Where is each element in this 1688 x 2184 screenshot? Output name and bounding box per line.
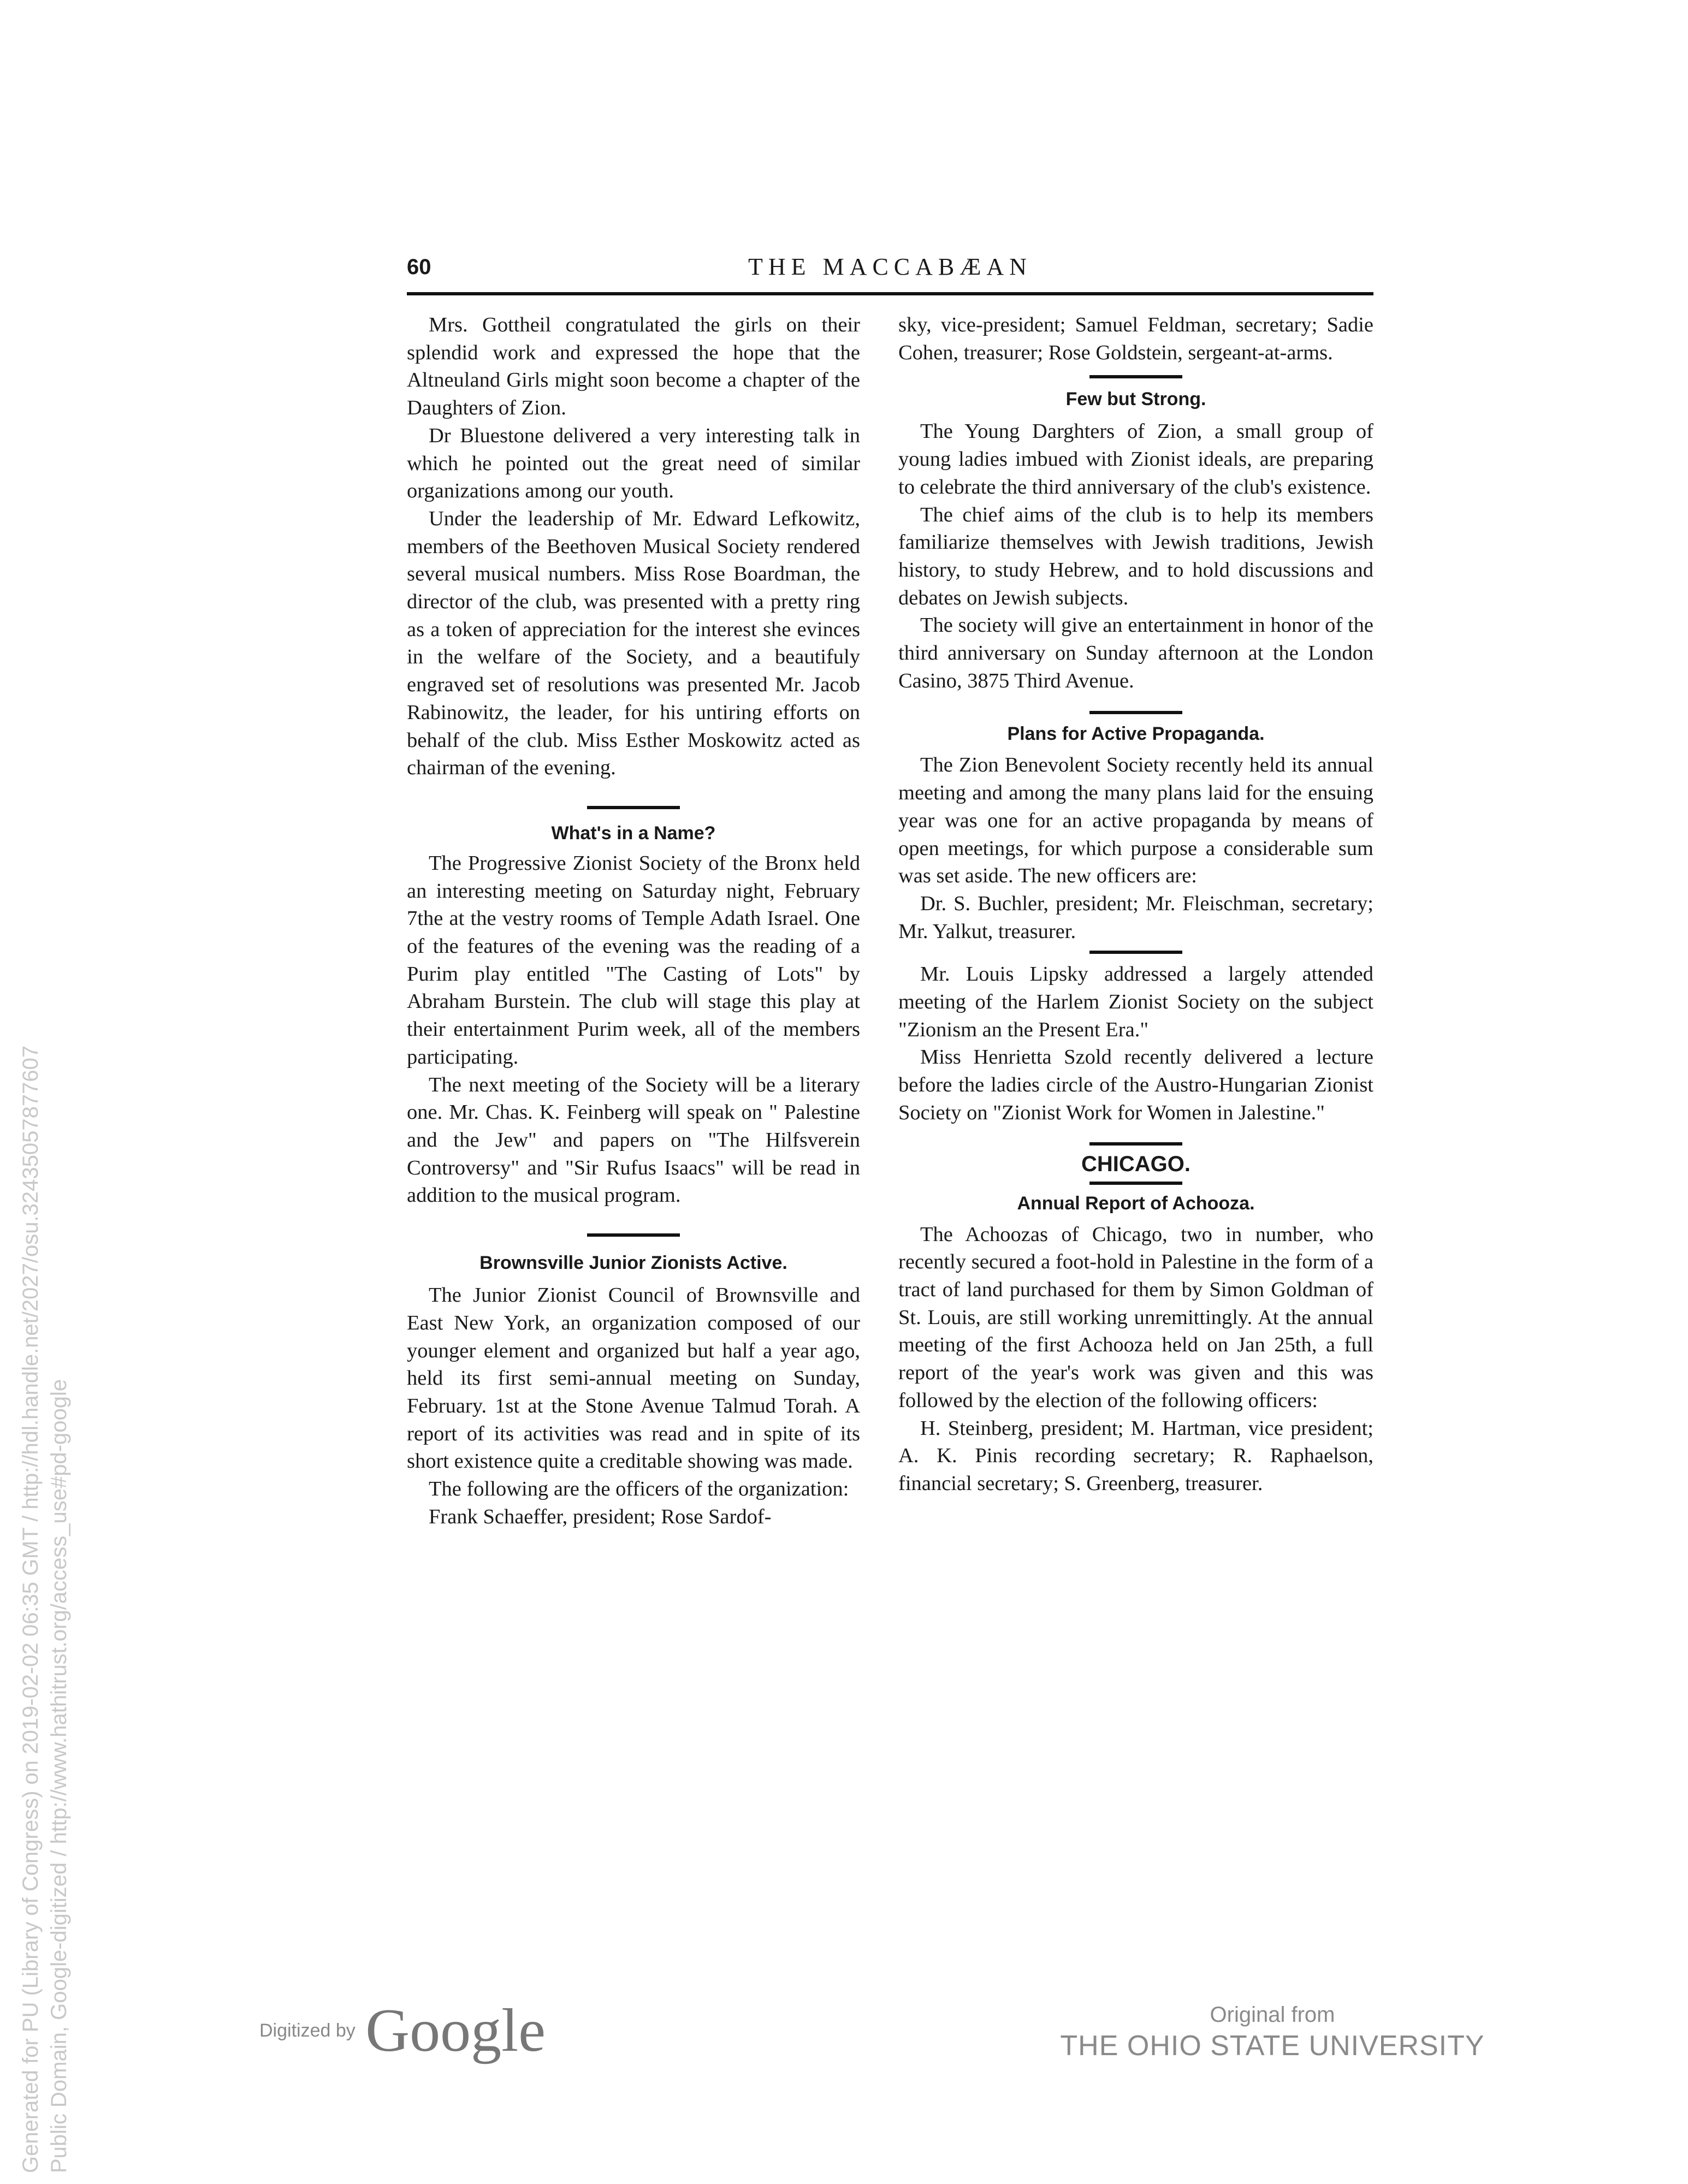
section-divider	[1089, 375, 1182, 378]
watermark-line-1: Generated for PU (Library of Congress) on 2019-02-02 06:35 GMT / http://hdl.handle.net/2027/osu.32435057877607	[19, 1045, 43, 2173]
original-from-label: Original from	[1210, 2003, 1335, 2027]
section-divider	[1089, 711, 1182, 714]
paragraph: The Young Darghters of Zion, a small group of young ladies imbued with Zionist ideals, are preparing to celebrate the third anniversary of the club's existence.	[898, 420, 1373, 498]
section-divider	[587, 1233, 680, 1237]
section-heading: Brownsville Junior Zionists Active.	[479, 1253, 787, 1274]
paragraph: The Achoozas of Chicago, two in number, who recently secured a foot-hold in Palestine in the form of a tract of land purchased for them by Simon Goldman of St. Louis, are still working unremittingly. At the annual meeting of the first Achooza held on Jan 25th, a full report of the year's work was given and this was followed by the election of the following officers:	[898, 1222, 1373, 1412]
paragraph: Miss Henrietta Szold recently delivered a lecture before the ladies circle of the Austro-Hungarian Zionist Society on "Zionist Work for Women in Jalestine."	[898, 1046, 1373, 1124]
page-header	[407, 243, 1373, 295]
right-column	[898, 311, 1373, 1498]
original-source-mark	[1027, 2001, 1518, 2063]
digitized-by-label: Digitized by	[259, 2020, 356, 2041]
paragraph: Mr. Louis Lipsky addressed a largely attended meeting of the Harlem Zionist Society on the subject "Zionism an the Present Era."	[898, 963, 1373, 1041]
paragraph: Under the leadership of Mr. Edward Lefkowitz, members of the Beethoven Musical Society rendered several musical numbers. Miss Rose Boardman, the director of the club, was presented with a pretty ring as a token of appreciation for the interest she evinces in the welfare of the Society, and a beautifuly engraved set of resolutions was presented Mr. Jacob Rabinowitz, the leader, for his untiring efforts on behalf of the club. Miss Esther Moskowitz acted as chairman of the evening.	[407, 507, 860, 780]
journal-page	[407, 243, 1373, 1963]
section-heading: Annual Report of Achooza.	[1017, 1192, 1255, 1214]
section-divider	[1089, 951, 1182, 954]
section-divider	[587, 806, 680, 809]
section-divider	[1089, 1142, 1182, 1146]
paragraph: The next meeting of the Society will be a literary one. Mr. Chas. K. Feinberg will speak on " Palestine and the Jew" and papers on "The Hilfsverein Controversy" and "Sir Rufus Isaacs" will be read in addition to the musical program.	[407, 1073, 860, 1207]
paragraph: The Junior Zionist Council of Brownsville and East New York, an organization composed of our younger element and organized but half a year ago, held its first semi-annual meeting on Sunday, February. 1st at the Stone Avenue Talmud Torah. A report of its activities was read and in spite of its short existence quite a creditable showing was made.	[407, 1284, 860, 1473]
paragraph: sky, vice-president; Samuel Feldman, secretary; Sadie Cohen, treasurer; Rose Goldstein, sergeant-at-arms.	[898, 313, 1373, 364]
paragraph: The chief aims of the club is to help its members familiarize themselves with Jewish traditions, Jewish history, to study Hebrew, and to hold discussions and debates on Jewish subjects.	[898, 503, 1373, 609]
university-name: THE OHIO STATE UNIVERSITY	[1060, 2030, 1485, 2062]
paragraph: H. Steinberg, president; M. Hartman, vice president; A. K. Pinis recording secretary; R. Raphaelson, financial secretary; S. Greenberg, treasurer.	[898, 1416, 1373, 1495]
watermark-line-2: Public Domain, Google-digitized / http://www.hathitrust.org/access_use#pd-google	[47, 1379, 71, 2173]
paragraph: The Zion Benevolent Society recently held its annual meeting and among the many plans laid for the ensuing year was one for an active propaganda by means of open meetings, for which purpose a considerable sum was set aside. The new officers are:	[898, 753, 1373, 888]
journal-title: THE MACCABÆAN	[748, 253, 1032, 280]
section-heading: Plans for Active Propaganda.	[1007, 723, 1265, 745]
google-logo: Google	[365, 1997, 546, 2064]
paragraph: Mrs. Gottheil congratulated the girls on their splendid work and expressed the hope that the Altneuland Girls might soon become a chapter of the Daughters of Zion.	[407, 313, 860, 420]
paragraph: Dr. S. Buchler, president; Mr. Fleischman, secretary; Mr. Yalkut, treasurer.	[898, 892, 1373, 943]
paragraph: Frank Schaeffer, president; Rose Sardof-	[429, 1505, 772, 1528]
paragraph: The Progressive Zionist Society of the Bronx held an interesting meeting on Saturday night, February 7the at the vestry rooms of Temple Adath Israel. One of the features of the evening was the reading of a Purim play entitled "The Casting of Lots" by Abraham Burstein. The club will stage this play at their entertainment Purim week, all of the members participating.	[407, 851, 860, 1069]
region-heading: CHICAGO.	[1081, 1152, 1191, 1176]
page-number: 60	[407, 255, 431, 279]
paragraph: The society will give an entertainment in honor of the third anniversary on Sunday afternoon at the London Casino, 3875 Third Avenue.	[898, 614, 1373, 692]
digitized-by-google-mark	[259, 1996, 546, 2066]
paragraph: The following are the officers of the organization:	[429, 1477, 849, 1501]
hathitrust-watermark	[16, 1046, 73, 2173]
left-column	[407, 311, 860, 1530]
section-divider	[1089, 1182, 1182, 1185]
section-heading: Few but Strong.	[1065, 389, 1206, 410]
paragraph: Dr Bluestone delivered a very interesting talk in which he pointed out the great need of similar organizations among our youth.	[407, 424, 860, 503]
section-heading: What's in a Name?	[551, 822, 716, 844]
